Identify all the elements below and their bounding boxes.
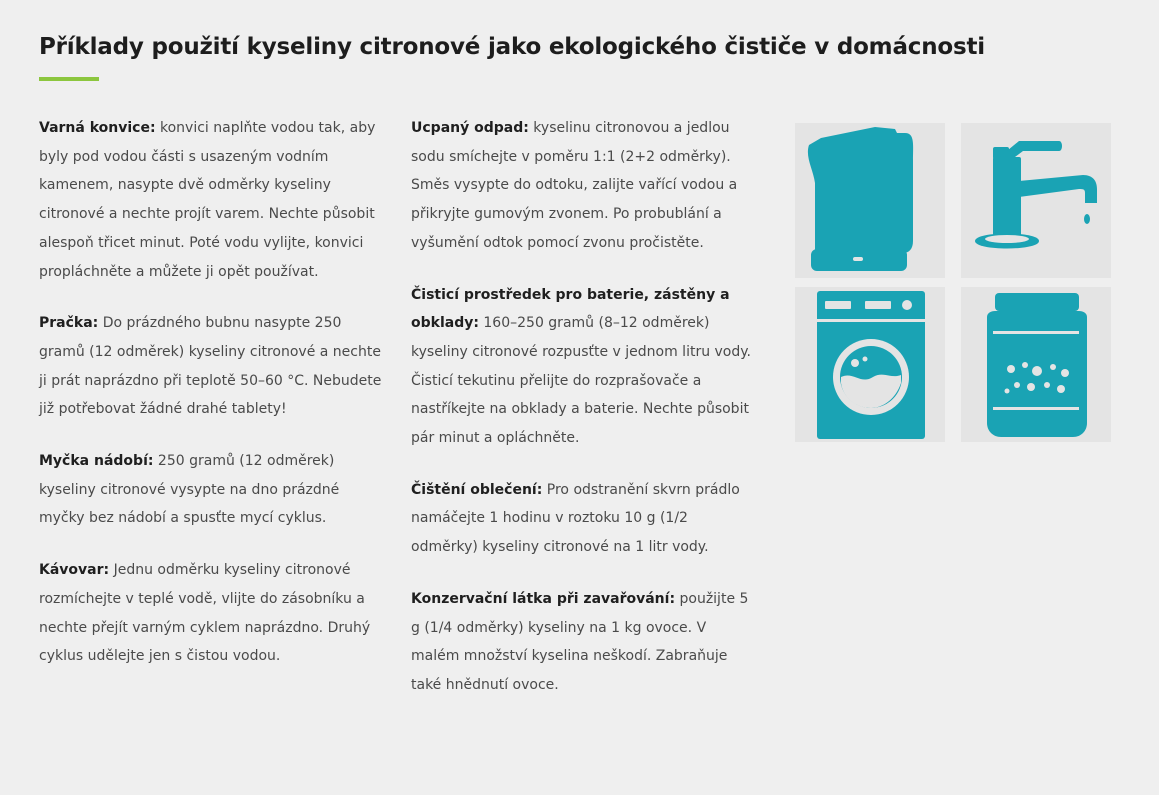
tip-label: Kávovar: (39, 562, 110, 579)
icon-grid (795, 123, 1115, 445)
tip-washing-machine (39, 309, 384, 424)
tip-label: Varná konvice: (39, 120, 156, 136)
tip-text: konvici naplňte vodou tak, aby byly pod vodou části s usazeným vodním kamenem, nasypte dvě odměrky kyseliny citronové a nechte projít varem. Nechte působit alespoň třicet minut. Poté vodu vylijte, konvici propláchněte a můžete ji opět používat. (39, 120, 376, 280)
page-title: Příklady použití kyseliny citronové jako ekologického čističe v domácnosti (39, 34, 985, 60)
tip-clothes (411, 476, 756, 562)
tip-text: Jednu odměrku kyseliny citronové rozmíchejte v teplé vodě, vlijte do zásobníku a nechte přejít varným cyklem naprázdno. Druhý cyklus udělejte jen s čistou vodou. (39, 562, 371, 665)
tip-text: Pro odstranění skvrn prádlo namáčejte 1 hodinu v roztoku 10 g (1/2 odměrky) kyseliny citronové na 1 litr vody. (411, 481, 740, 556)
tip-label: Čištění oblečení: (411, 481, 543, 498)
tip-text: 250 gramů (12 odměrek) kyseliny citronové vysypte na dno prázdné myčky bez nádobí a spusťte mycí cyklus. (39, 453, 340, 527)
tip-label: Pračka: (39, 315, 99, 332)
tip-label: Ucpaný odpad: (411, 120, 529, 136)
tip-text: kyselinu citronovou a jedlou sodu smíchejte v poměru 1:1 (2+2 odměrky). Směs vysypte do odtoku, zalijte vařící vodou a přikryjte gumovým zvonem. Po probublání a vyšumění odtok pomocí zvonu pročistěte. (411, 120, 738, 251)
tip-coffee-machine (39, 556, 384, 671)
jar-icon (961, 287, 1111, 442)
faucet-icon (961, 123, 1111, 278)
tip-kettle (39, 114, 384, 286)
title-underline (39, 77, 99, 81)
tip-label: Čisticí prostředek pro baterie, zástěny a obklady: (411, 286, 730, 332)
tip-tap-cleaner (411, 281, 756, 453)
tip-label: Konzervační látka při zavařování: (411, 590, 676, 607)
middle-column (411, 114, 756, 723)
tip-text: 160–250 gramů (8–12 odměrek) kyseliny citronové rozpusťte v jednom litru vody. Čisticí tekutinu přelijte do rozprašovače a nastříkejte na obklady a baterie. Nechte působit pár minut a opláchněte. (411, 315, 751, 447)
kettle-icon (795, 123, 945, 278)
tip-dishwasher (39, 447, 384, 533)
left-column (39, 114, 384, 694)
tip-text: Do prázdného bubnu nasypte 250 gramů (12 odměrek) kyseliny citronové a nechte ji prát naprázdno při teplotě 50–60 °C. Nebudete již potřebovat žádné drahé tablety! (39, 315, 382, 418)
washing-machine-icon (795, 287, 945, 442)
tip-label: Myčka nádobí: (39, 453, 154, 470)
tip-clogged-drain (411, 114, 756, 258)
tip-preserving (411, 585, 756, 700)
tip-text: použijte 5 g (1/4 odměrky) kyseliny na 1 kg ovoce. V malém množství kyselina neškodí. Zabraňuje také hnědnutí ovoce. (411, 590, 749, 693)
